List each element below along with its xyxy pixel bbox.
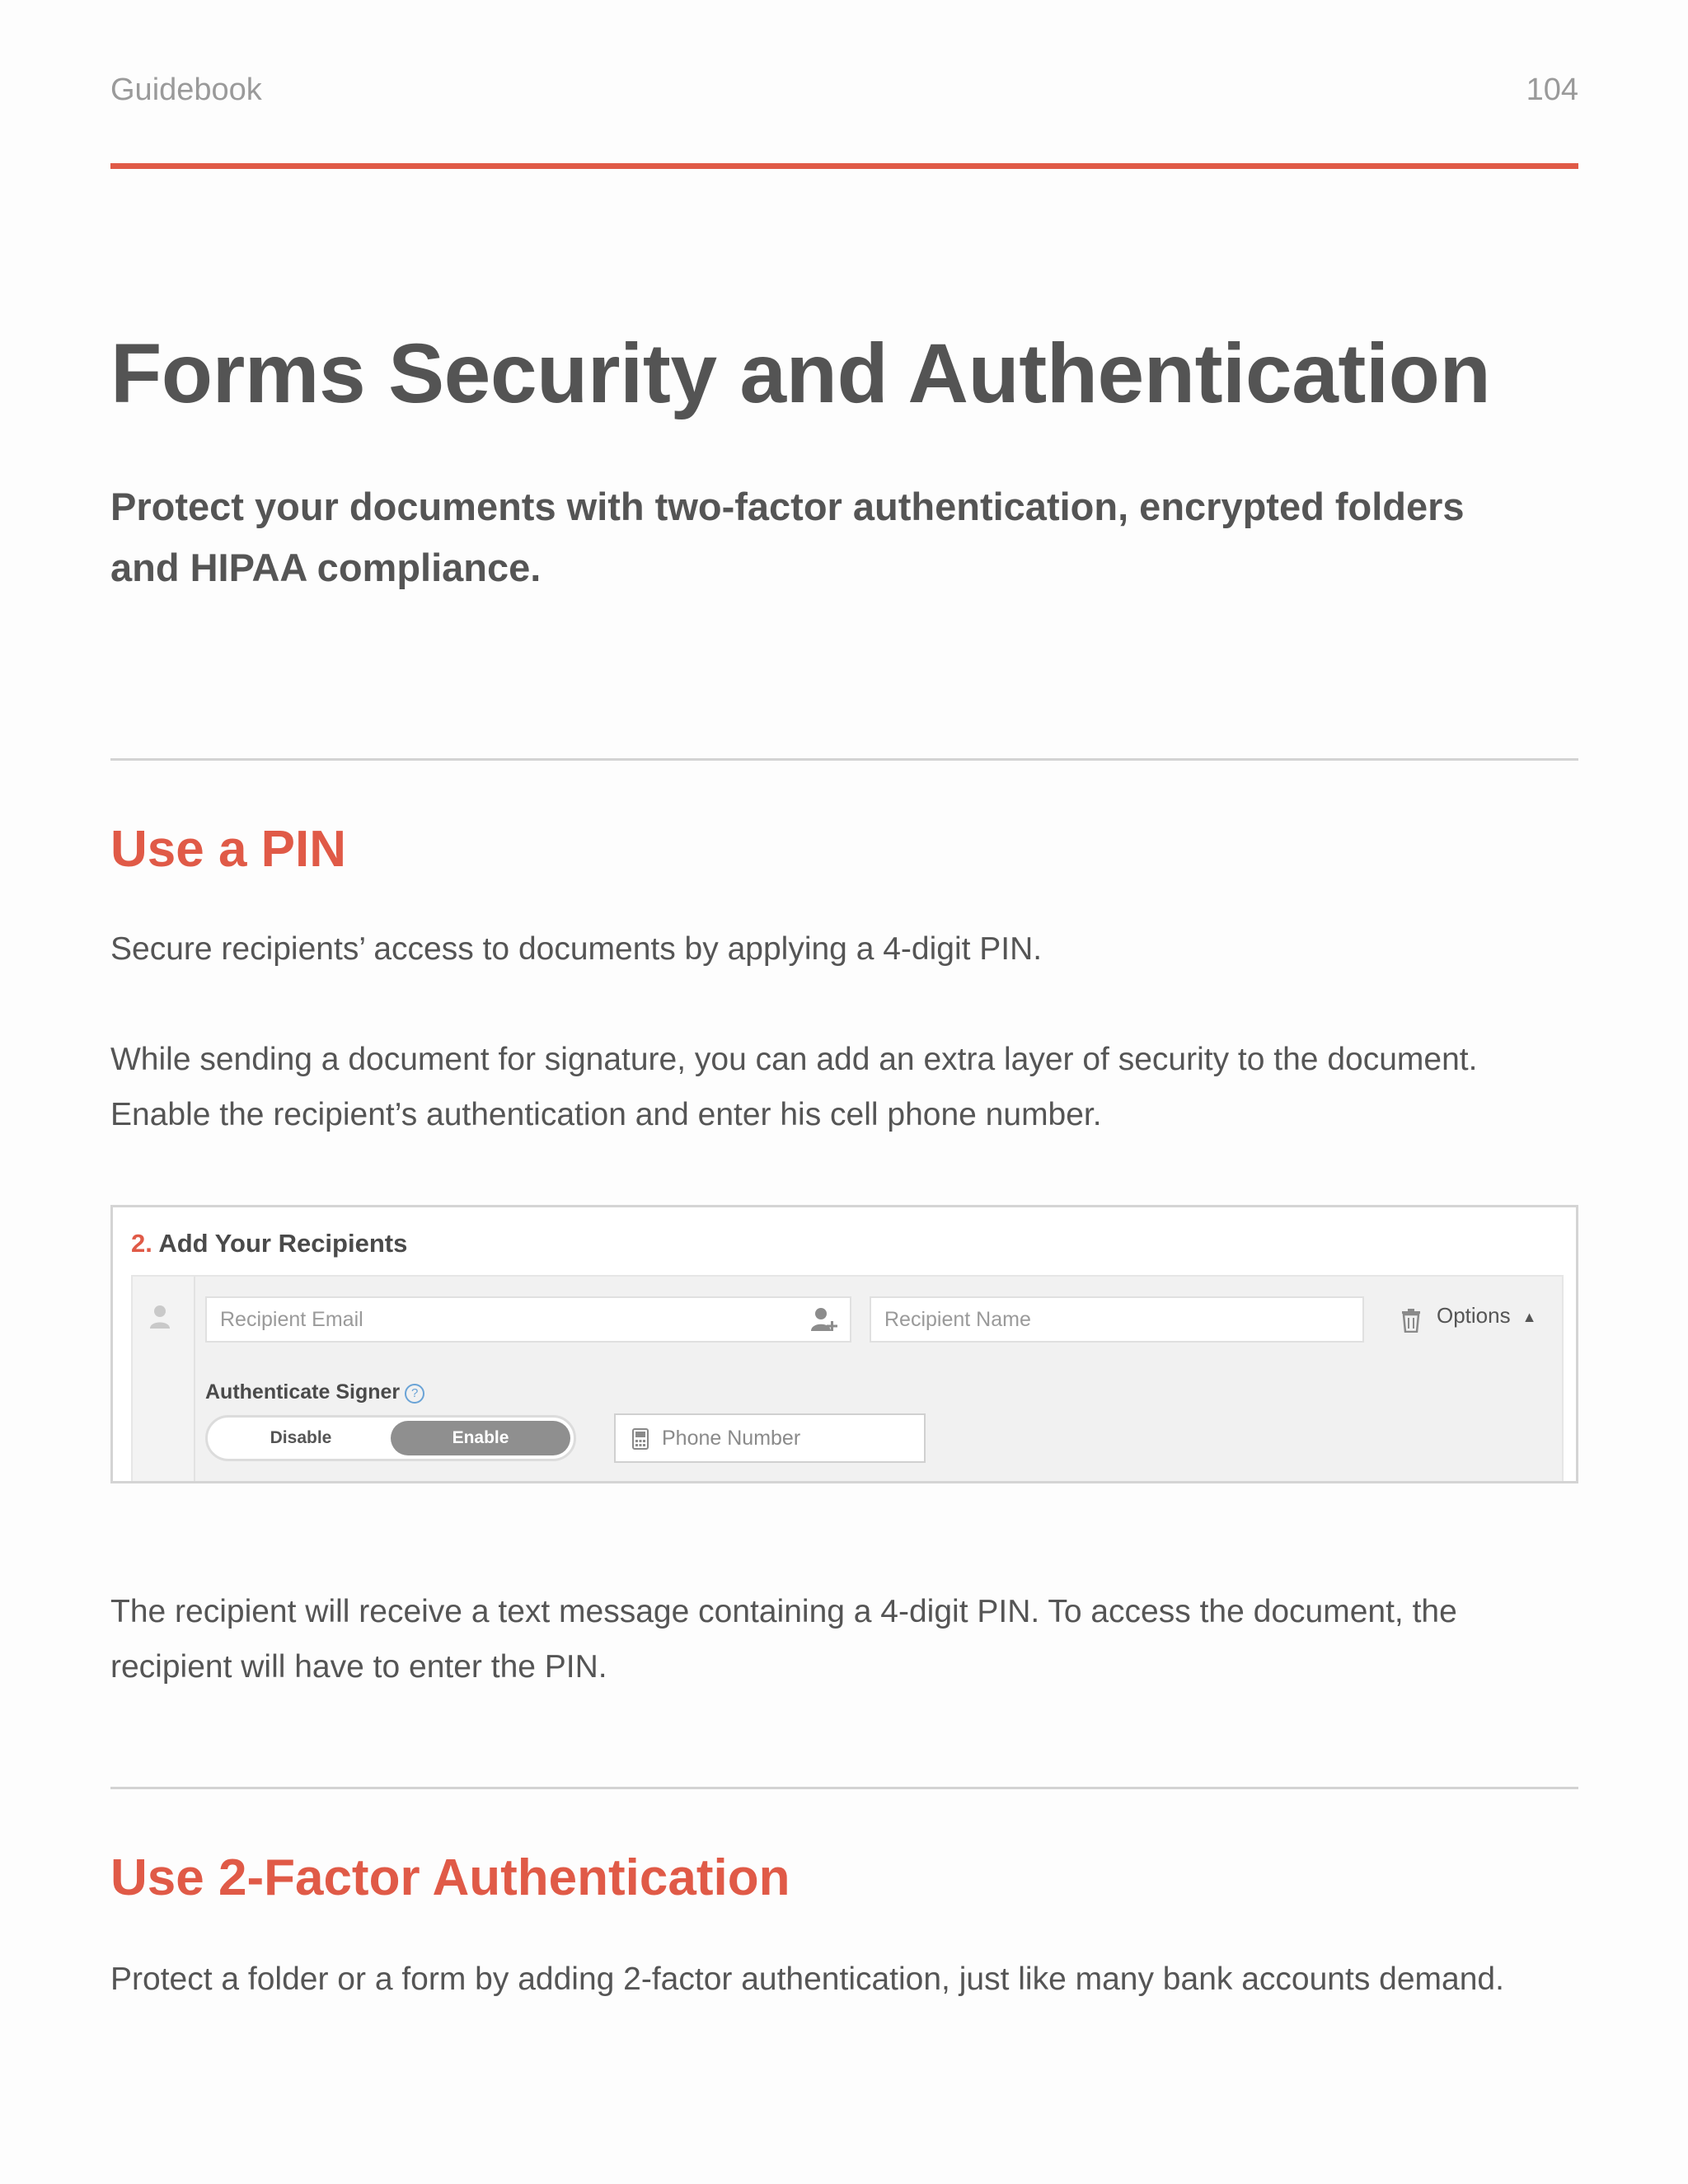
- header-rule: [110, 163, 1578, 169]
- page-number: 104: [1526, 73, 1578, 107]
- pin-result-paragraph: The recipient will receive a text message containing a 4-digit PIN. To access the document, the recipient will have to enter the PIN.: [110, 1594, 1457, 1685]
- authenticate-signer-label: [205, 1380, 424, 1404]
- phone-number-placeholder: Phone Number: [662, 1427, 801, 1450]
- page-subtitle: Protect your documents with two-factor authentication, encrypted folders and HIPAA compliance.: [110, 485, 1465, 589]
- authenticate-signer-text: Authenticate Signer: [205, 1380, 401, 1404]
- authenticate-toggle[interactable]: [205, 1415, 576, 1461]
- help-icon[interactable]: ?: [405, 1384, 424, 1404]
- options-menu[interactable]: [1437, 1303, 1536, 1329]
- recipient-row: [194, 1277, 1562, 1483]
- pin-instructions-paragraph: While sending a document for signature, you can add an extra layer of security to the document. Enable the recipient’s authentication and enter his cell phone number.: [110, 1042, 1478, 1132]
- phone-icon: [632, 1428, 649, 1450]
- pin-intro-paragraph: Secure recipients’ access to documents by applying a 4-digit PIN.: [110, 931, 1043, 967]
- page-title: Forms Security and Authentication: [110, 326, 1491, 420]
- recipient-name-placeholder: Recipient Name: [884, 1308, 1031, 1331]
- recipient-name-input[interactable]: [870, 1296, 1364, 1343]
- trash-icon[interactable]: [1400, 1308, 1422, 1333]
- step-title: [131, 1229, 407, 1258]
- chevron-up-icon: ▲: [1522, 1308, 1537, 1325]
- running-header: [110, 73, 1578, 108]
- recipient-email-placeholder: Recipient Email: [220, 1308, 363, 1331]
- section-divider: [110, 758, 1578, 761]
- person-icon: [149, 1305, 171, 1329]
- recipient-email-input[interactable]: [205, 1296, 851, 1343]
- recipient-panel: [131, 1275, 1564, 1483]
- section-divider: [110, 1787, 1578, 1789]
- toggle-disable-option[interactable]: Disable: [270, 1428, 332, 1447]
- step-number: 2.: [131, 1229, 152, 1258]
- options-label: Options: [1437, 1303, 1511, 1328]
- recipients-screenshot: [110, 1205, 1578, 1483]
- toggle-enable-option[interactable]: Enable: [391, 1421, 570, 1455]
- phone-number-input[interactable]: [614, 1413, 926, 1463]
- 2fa-intro-paragraph: Protect a folder or a form by adding 2-factor authentication, just like many bank accounts demand.: [110, 1961, 1504, 1997]
- running-header-title: Guidebook: [110, 73, 262, 107]
- section-heading-pin: Use a PIN: [110, 821, 347, 878]
- section-heading-2fa: Use 2-Factor Authentication: [110, 1849, 790, 1906]
- step-title-text: Add Your Recipients: [158, 1229, 408, 1258]
- add-user-icon[interactable]: [810, 1306, 838, 1333]
